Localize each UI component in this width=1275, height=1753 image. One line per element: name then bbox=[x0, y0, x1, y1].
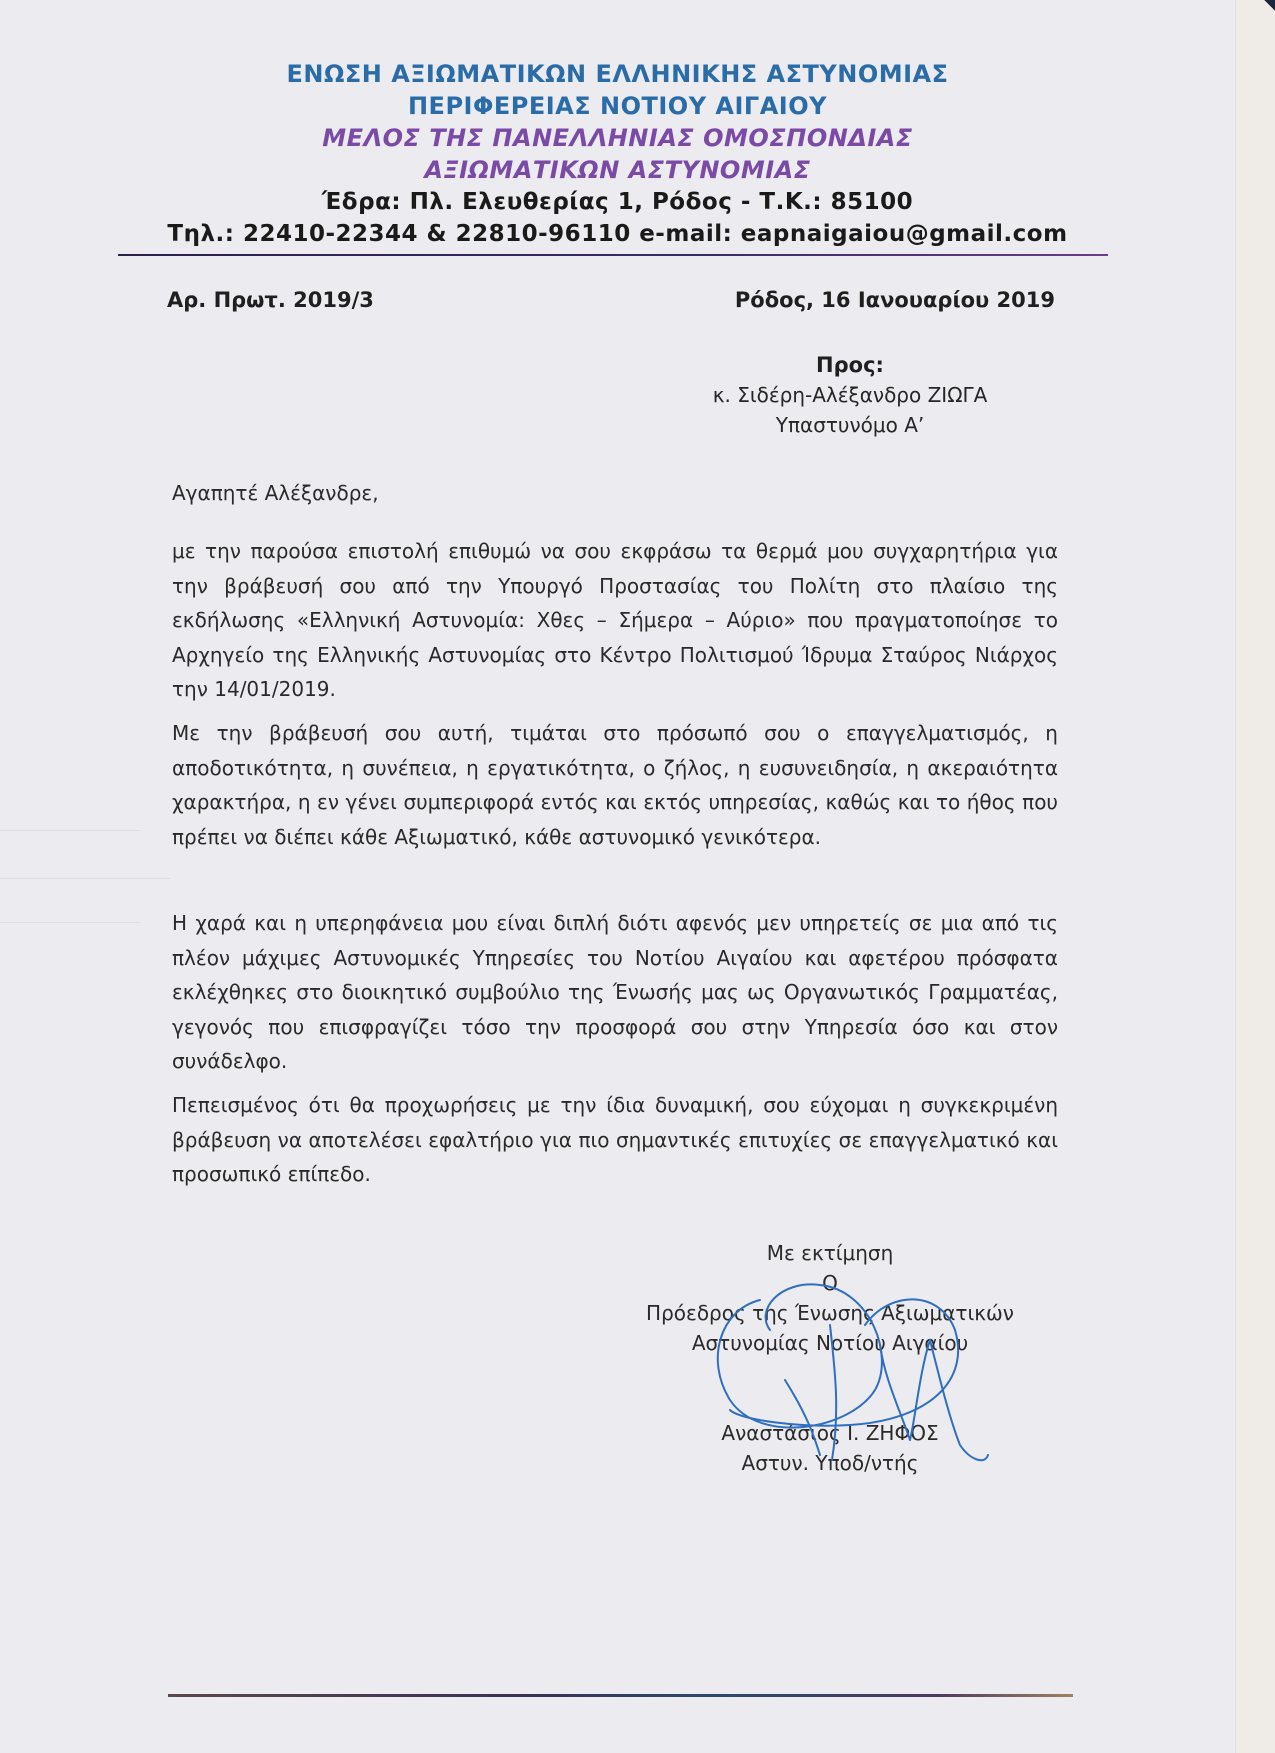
place-date: Ρόδος, 16 Ιανουαρίου 2019 bbox=[734, 288, 1055, 312]
membership-line2: ΑΞΙΩΜΑΤΙΚΩΝ ΑΣΤΥΝΟΜΙΑΣ bbox=[424, 156, 811, 184]
membership-line1: ΜΕΛΟΣ ΤΗΣ ΠΑΝΕΛΛΗΝΙΑΣ ΟΜΟΣΠΟΝΔΙΑΣ bbox=[322, 124, 913, 152]
recipient-block bbox=[640, 350, 1060, 440]
closing: Με εκτίμηση bbox=[766, 1241, 894, 1265]
paragraph-4: Πεπεισμένος ότι θα προχωρήσεις με την ίδια δυναμική, σου εύχομαι η συγκεκριμένη βράβευση να αποτελέσει εφαλτήριο για πιο σημαντικές επιτυχίες σε επαγγελματικό και προσωπικό επίπεδο. bbox=[172, 1093, 1058, 1186]
signatory-title-line1: Πρόεδρος της Ένωσης Αξιωματικών bbox=[646, 1301, 1014, 1325]
scan-artifact bbox=[0, 878, 170, 879]
letterhead bbox=[0, 58, 1235, 250]
org-name-line1: ΕΝΩΣΗ ΑΞΙΩΜΑΤΙΚΩΝ ΕΛΛΗΝΙΚΗΣ ΑΣΤΥΝΟΜΙΑΣ bbox=[286, 60, 949, 88]
signatory-rank: Αστυν. Υποδ/ντής bbox=[741, 1451, 919, 1475]
scan-artifact bbox=[0, 830, 140, 831]
recipient-label: Προς: bbox=[816, 353, 884, 377]
scanner-bed-edge bbox=[1235, 0, 1275, 1753]
footer-divider bbox=[168, 1694, 1073, 1697]
org-name-line2: ΠΕΡΙΦΕΡΕΙΑΣ ΝΟΤΙΟΥ ΑΙΓΑΙΟΥ bbox=[407, 92, 828, 120]
signature-block bbox=[600, 1238, 1060, 1478]
paragraph-3: Η χαρά και η υπερηφάνεια μου είναι διπλή διότι αφενός μεν υπηρετείς σε μια από τις πλέον μάχιμες Αστυνομικές Υπηρεσίες του Νοτίου Αιγαίου και αφετέρου πρόσφατα εκλέχθηκες στο διοικητικό συμβούλιο της Ένωσής μας ως Οργανωτικός Γραμματέας, γεγονός που επισφραγίζει τόσο την προσφορά σου στην Υπηρεσία όσο και στον συνάδελφο. bbox=[172, 911, 1058, 1073]
letter-meta bbox=[167, 288, 1055, 318]
signatory-article: Ο bbox=[822, 1271, 838, 1295]
protocol-number: Αρ. Πρωτ. 2019/3 bbox=[167, 288, 374, 312]
letterhead-divider bbox=[118, 254, 1108, 256]
org-address: Έδρα: Πλ. Ελευθερίας 1, Ρόδος - Τ.Κ.: 85100 bbox=[321, 189, 914, 215]
salutation: Αγαπητέ Αλέξανδρε, bbox=[172, 481, 379, 505]
org-contact: Τηλ.: 22410-22344 & 22810-96110 e-mail: eapnaigaiou@gmail.com bbox=[167, 221, 1068, 247]
paragraph-1: με την παρούσα επιστολή επιθυμώ να σου εκφράσω τα θερμά μου συγχαρητήρια για την βράβευσή σου από την Υπουργό Προστασίας του Πολίτη στο πλαίσιο της εκδήλωσης «Ελληνική Αστυνομία: Χθες – Σήμερα – Αύριο» που πραγματοποίησε το Αρχηγείο της Ελληνικής Αστυνομίας στο Κέντρο Πολιτισμού Ίδρυμα Σταύρος Νιάρχος την 14/01/2019. bbox=[172, 539, 1058, 701]
corner-mark bbox=[1264, 0, 1275, 12]
signatory-title-line2: Αστυνομίας Νοτίου Αιγαίου bbox=[691, 1331, 969, 1355]
signatory-name: Αναστάσιος Ι. ΖΗΦΟΣ bbox=[721, 1421, 939, 1445]
recipient-rank: Υπαστυνόμο Α’ bbox=[775, 413, 925, 437]
scan-artifact bbox=[0, 922, 140, 923]
paragraph-2: Με την βράβευσή σου αυτή, τιμάται στο πρόσωπό σου ο επαγγελματισμός, η αποδοτικότητα, η συνέπεια, η εργατικότητα, ο ζήλος, η ευσυνειδησία, η ακεραιότητα χαρακτήρα, η εν γένει συμπεριφορά εντός και εκτός υπηρεσίας, καθώς και το ήθος που πρέπει να διέπει κάθε Αξιωματικό, κάθε αστυνομικό γενικότερα. bbox=[172, 721, 1058, 849]
recipient-name: κ. Σιδέρη-Αλέξανδρο ΖΙΩΓΑ bbox=[712, 383, 988, 407]
